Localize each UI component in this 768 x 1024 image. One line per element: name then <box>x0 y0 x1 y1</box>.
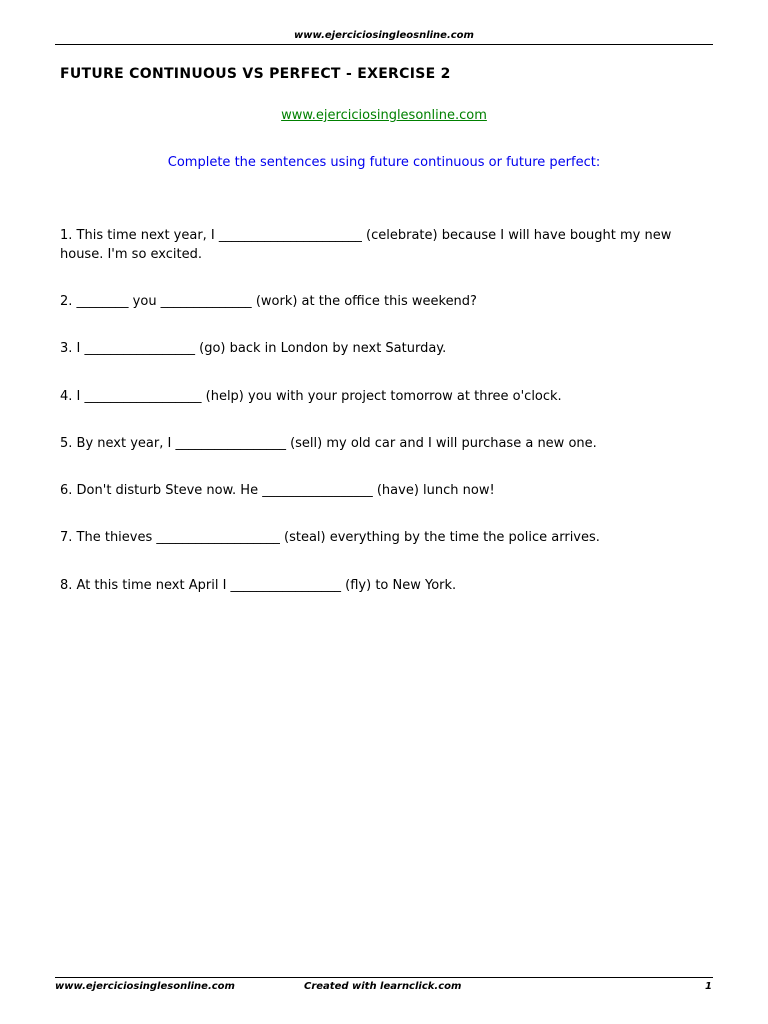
question-8: 8. At this time next April I _________________ (fly) to New York. <box>60 577 457 593</box>
footer-credit: Created with learnclick.com <box>304 981 462 992</box>
page-number: 1 <box>705 981 712 992</box>
footer-divider <box>55 977 713 978</box>
question-1: 1. This time next year, I ______________________ (celebrate) because I will have bought my new house. I'm so excited. <box>60 228 672 262</box>
question-4: 4. I __________________ (help) you with your project tomorrow at three o'clock. <box>60 388 562 404</box>
question-5: 5. By next year, I _________________ (sell) my old car and I will purchase a new one. <box>60 435 597 451</box>
instructions-text: Complete the sentences using future continuous or future perfect: <box>167 155 601 170</box>
footer-site: www.ejerciciosinglesonline.com <box>55 981 235 992</box>
question-3: 3. I _________________ (go) back in London by next Saturday. <box>60 341 447 357</box>
question-6: 6. Don't disturb Steve now. He _________________ (have) lunch now! <box>60 483 495 499</box>
question-list <box>60 226 715 623</box>
header-url: www.ejerciciosingleosnline.com <box>294 30 474 41</box>
page-title: FUTURE CONTINUOUS VS PERFECT - EXERCISE 2 <box>60 66 451 82</box>
question-2: 2. ________ you ______________ (work) at the office this weekend? <box>60 294 477 309</box>
site-link[interactable]: www.ejerciciosinglesonline.com <box>281 108 487 123</box>
question-7: 7. The thieves ___________________ (steal) everything by the time the police arrives. <box>60 530 600 546</box>
header-divider <box>55 44 713 45</box>
